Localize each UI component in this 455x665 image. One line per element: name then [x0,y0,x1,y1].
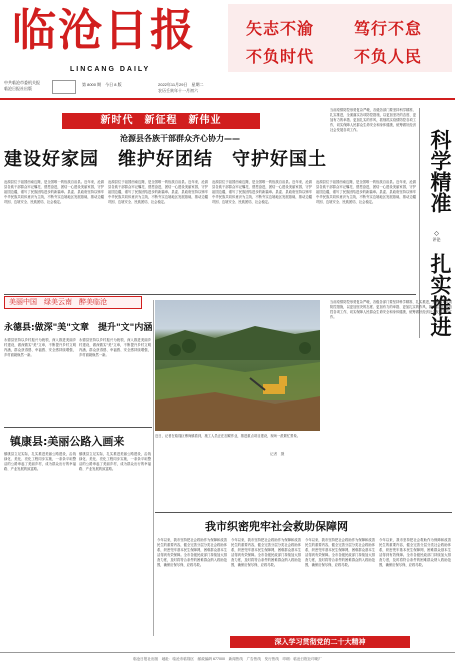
lead-banner: 新时代 新征程 新伟业 [62,113,260,129]
lunar-date: 农历壬寅年十一月初六 [158,88,198,93]
slogan-panel [228,4,452,72]
section-divider [4,294,416,295]
story-4-column-3: 今年以来，我市坚持把社会救助作为保障和改善民生的重要内容，健全完善分层分类社会救助体系，织密兜牢基本民生保障网，困难群众基本生活得到有效保障。全市各级民政部门持续加大排查力度，及时将符合条件的困难群众纳入救助范围，确保应保尽保、应救尽救。 [305,538,375,567]
issue-number: 第 8000 期 今日 8 版 [82,82,122,87]
footer-banner: 深入学习贯彻党的二十大精神 [230,636,410,648]
lead-column-3: 沧源县位于祖国西南边陲，是全国唯一的佤族自治县。近年来，沧源县各族干部群众牢记嘱托、感恩奋进，团结一心建设美丽家园，守护祖国边疆，谱写了民族团结进步的新篇章。县委、县政府坚持以铸牢中华民族共同体意识为主线，不断夯实边境地区发展基础，推动边疆巩固、边境安全、民族团结、社会稳定。 [212,180,312,204]
story-2-column-1: 永德县坚持以乡村振兴为统领，深入推进美丽乡村建设，做深做实"美"文章，不断提升乡村文明内涵，群众获得感、幸福感、安全感持续增强，乡村面貌焕然一新。 [4,338,76,357]
story-3-column-2: 镇康县立足实际，扎实推进美丽公路建设，沿线绿化、美化、亮化工程同步实施，一条条平坦整洁的公路串起了美丽乡村，成为群众出行的幸福路、产业发展的致富路。 [79,452,151,471]
slogan-line-2: 笃行不怠 [354,19,423,38]
publisher-line: 中共临沧市委机关报 [4,80,40,85]
story-4-headline: 我市织密兜牢社会救助保障网 [205,520,348,533]
photo-caption: 近日，记者在临翔区博尚镇看到，施工人员正在加紧作业，推进重点项目建设，现场一派繁忙景象。 [155,434,301,438]
publisher-info [4,80,48,92]
news-photo [155,300,320,431]
publisher-line: 临沧日报社出版 [4,86,32,91]
editorial-title-bottom: 扎实推进 [428,253,453,337]
slogan-line-1: 矢志不渝 [246,19,315,38]
story-divider [155,512,452,513]
masthead [0,0,455,100]
editorial-text-top: 当前疫情防控形势复杂严峻，各级各部门要坚持科学精准、扎实推进，全面落实各项防控措施，以更加坚决的态度、更加有力的举措、更加扎实的作风，抓细抓实疫情防控各项工作，切实保障人民群众生命安全和身体健康，统筹做好经济社会发展各项工作。 [330,108,416,132]
story-4-column-2: 今年以来，我市坚持把社会救助作为保障和改善民生的重要内容，健全完善分层分类社会救助体系，织密兜牢基本民生保障网，困难群众基本生活得到有效保障。全市各级民政部门持续加大排查力度，及时将符合条件的困难群众纳入救助范围，确保应保尽保、应救尽救。 [231,538,301,567]
editorial-title-top: 科学精准 [428,129,453,213]
editorial-author: 评论 [432,237,441,242]
story-4-column-1: 今年以来，我市坚持把社会救助作为保障和改善民生的重要内容，健全完善分层分类社会救助体系，织密兜牢基本民生保障网，困难群众基本生活得到有效保障。全市各级民政部门持续加大排查力度，及时将符合条件的困难群众纳入救助范围，确保应保尽保、应救尽救。 [157,538,227,567]
story-4-column-4: 今年以来，我市坚持把社会救助作为保障和改善民生的重要内容，健全完善分层分类社会救助体系，织密兜牢基本民生保障网，困难群众基本生活得到有效保障。全市各级民政部门持续加大排查力度，及时将符合条件的困难群众纳入救助范围，确保应保尽保、应救尽救。 [379,538,451,567]
story-3-column-1: 镇康县立足实际，扎实推进美丽公路建设，沿线绿化、美化、亮化工程同步实施，一条条平坦整洁的公路串起了美丽乡村，成为群众出行的幸福路、产业发展的致富路。 [4,452,76,471]
newspaper-logo-english: LINCANG DAILY [70,66,151,73]
page-footer: 临沧日报社出版 地址：临沧市临翔区 邮政编码 677000 新闻热线 广告热线 发行热线 印刷：临沧日报社印刷厂 [0,652,455,665]
story-2-column-2: 永德县坚持以乡村振兴为统领，深入推进美丽乡村建设，做深做实"美"文章，不断提升乡村文明内涵，群众获得感、幸福感、安全感持续增强，乡村面貌焕然一新。 [79,338,151,357]
construction-site-illustration [155,300,320,431]
masthead-rule [0,98,455,100]
editorial-mark: ◇ [434,230,439,237]
lead-column-4: 沧源县位于祖国西南边陲，是全国唯一的佤族自治县。近年来，沧源县各族干部群众牢记嘱托、感恩奋进，团结一心建设美丽家园，守护祖国边疆，谱写了民族团结进步的新篇章。县委、县政府坚持以铸牢中华民族共同体意识为主线，不断夯实边境地区发展基础，推动边疆巩固、边境安全、民族团结、社会稳定。 [316,180,416,204]
editorial-text-bottom: 当前疫情防控形势复杂严峻，各级各部门要坚持科学精准、扎实推进，全面落实各项防控措施，以更加坚决的态度、更加有力的举措、更加扎实的作风，抓细抓实疫情防控各项工作，切实保障人民群众生命安全和身体健康，统筹做好经济社会发展各项工作。 [330,300,452,319]
column-rule [153,300,154,636]
newspaper-logo: 临沧日报 [12,5,196,56]
story-2-headline: 永德县:做深"美"文章 提升"文"内涵 [4,323,153,333]
story-divider [4,427,152,428]
campaign-tag: 美丽中国 绿美云南 醉美临沧 [4,296,142,309]
lead-kicker: 沧源县各族干部群众齐心协力—— [120,134,240,143]
issn-box [52,80,76,94]
lead-column-1: 沧源县位于祖国西南边陲，是全国唯一的佤族自治县。近年来，沧源县各族干部群众牢记嘱托、感恩奋进，团结一心建设美丽家园，守护祖国边疆，谱写了民族团结进步的新篇章。县委、县政府坚持以铸牢中华民族共同体意识为主线，不断夯实边境地区发展基础，推动边疆巩固、边境安全、民族团结、社会稳定。 [4,180,104,204]
issue-date: 2022年11月29日 星期二 [158,82,204,87]
slogan-line-4: 不负人民 [354,47,423,66]
issue-info-row [0,76,455,98]
slogan-line-3: 不负时代 [246,47,315,66]
lead-headline: 建设好家园 维护好团结 守护好国土 [4,149,327,170]
lead-column-2: 沧源县位于祖国西南边陲，是全国唯一的佤族自治县。近年来，沧源县各族干部群众牢记嘱托、感恩奋进，团结一心建设美丽家园，守护祖国边疆，谱写了民族团结进步的新篇章。县委、县政府坚持以铸牢中华民族共同体意识为主线，不断夯实边境地区发展基础，推动边疆巩固、边境安全、民族团结、社会稳定。 [108,180,208,204]
story-3-headline: 镇康县:美丽公路入画来 [10,435,125,448]
photo-credit: 记者 摄 [270,452,285,456]
